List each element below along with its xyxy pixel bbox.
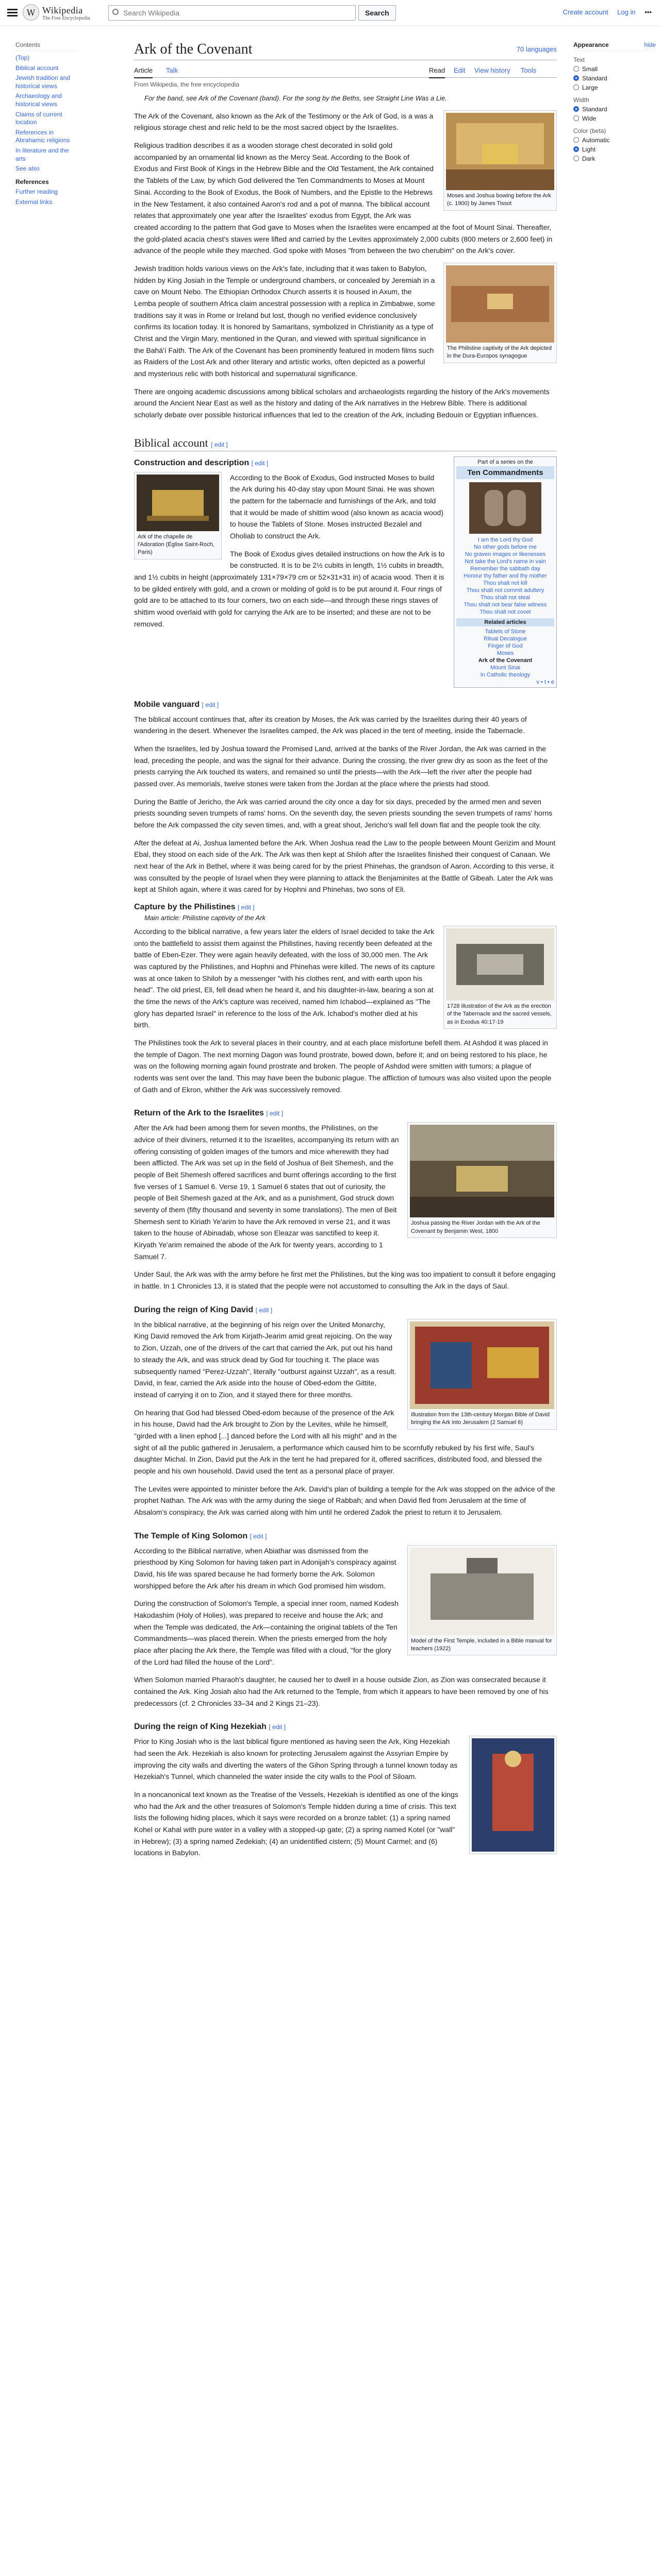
commandment-link[interactable]: I am the Lord thy God [477,536,533,543]
figure-caption: The Philistine captivity of the Ark depicted in the Dura-Europos synagogue [447,345,552,360]
hezekiah-image[interactable] [472,1738,554,1852]
tab-article[interactable]: Article [134,66,153,78]
related-link[interactable]: Finger of God [488,642,523,649]
paragraph: When the Israelites, led by Joshua toward the Promised Land, arrived at the banks of the River Jordan, the Ark was carried in the lead, preceding the people, and was the signal for their advance. During the crossing, the river grew dry as soon as the feet of the priests carrying the Ark touched its waters, and remained so until the priests—with the Ark—left the river after the people had passed over. As memorials, twelve stones were taken from the Jordan at the place where the priests had stood. [134,744,548,788]
paragraph: During the construction of Solomon's Temple, a special inner room, named Kodesh Hakodashim (Holy of Holies), was prepared to receive and house the Ark; and when the Temple was dedicated, the Ark—containing the original tablets of the Ten Commandments—was placed therein. When the priests emerged from the holy place after placing the Ark there, the Temple was filled with a cloud, "for the glory of the Lord had filled the house of the Lord". [134,1599,399,1666]
heading-text: Return of the Ark to the Israelites [134,1109,264,1118]
appearance-title: Appearance [573,41,609,48]
tab-edit[interactable]: Edit [454,66,466,74]
related-header: Related articles [456,618,554,626]
paragraph: Under Saul, the Ark was with the army before he first met the Philistines, but the king was too impatient to consult it before engaging in battle. In 1 Chronicles 13, it is stated that the people were not accustomed to consulting the Ark in the days of Saul. [134,1270,556,1291]
figure-caption: 1728 illustration of the Ark as the erection of the Tabernacle and the sacred vessels, as in Exodus 40:17-19 [447,1003,552,1025]
tab-read[interactable]: Read [429,66,445,78]
tab-talk[interactable]: Talk [166,66,178,74]
intro-paragraph: Jewish tradition holds various views on the Ark's fate, including that it was taken to Babylon, hidden by King Josiah in the Temple or underground chambers, or concealed by Jeremiah in a cave on Mount Nebo. The Ethiopian Orthodox Church asserts it is housed in Axum, the Lemba people of southern Africa claim ancestral possession with a replica in Zimbabwe, some traditions say it was in Rome or Ireland but lost, though no verified evidence conclusively confirms its location today. It is honored by Samaritans, symbolized in Christianity as a type of Christ and the Virgin Mary, mentioned in the Quran, and viewed with spiritual significance in the Bahá'í Faith. The Ark of the Covenant has been prominently featured in modern films such as Raiders of the Lost Ark and other literary and artistic works, often depicted as a powerful and mysterious relic with both historical and supernatural significance. [134,264,435,378]
text-size-standard[interactable] [573,75,656,82]
benjamin-west-image[interactable] [410,1125,554,1217]
figure-hezekiah [469,1736,557,1854]
paragraph: In a noncanonical text known as the Treatise of the Vessels, Hezekiah is identified as one of the kings who had the Ark and the other treasures of Solomon's Temple hidden during a time of crisis. This text lists the following hiding places, which it says were recorded on a bronze tablet: (1) a spring named Kohel or Kahal with pure water in a valley with a stopped-up gate; (2) a spring named Kotel (or "wall" in Hebrew); (3) a spring named Zedekiah; (4) an unidentified cistern; (5) Mount Carmel; and (6) locations in Babylon. [134,1790,458,1857]
figure-dura-europos [443,263,557,363]
dura-europos-image[interactable] [446,265,554,343]
series-caption: Part of a series on the [477,459,533,465]
text-size-label: Text [573,56,585,63]
page-title [134,41,557,60]
radio-label: Wide [582,115,597,122]
edit-link[interactable]: [ edit ] [250,1532,267,1540]
article-content [134,31,557,1865]
commandment-link[interactable]: Thou shalt not commit adultery [466,587,544,594]
wordmark[interactable]: Wikipedia [42,5,83,15]
paragraph: According to the Book of Exodus, God instructed Moses to build the Ark during his 40-day stay upon Mount Sinai. He was shown the pattern for the tabernacle and furnishings of the Ark, and told that it would be made of shittim wood (also known as acacia wood) to house the Tablets of Stone. Moses instructed Bezalel and Oholiab to construct the Ark. [230,473,443,540]
figure-caption: Illustration from the 13th-century Morgan Bible of David bringing the Ark into Jerusalem (2 Samuel 6) [411,1411,550,1426]
paragraph: The biblical account continues that, after its creation by Moses, the Ark was carried by the Israelites during their 40 years of wandering in the desert. Whenever the Israelites camped, the Ark was placed in the tent of meeting, inside the Tabernacle. [134,715,527,735]
color-dark[interactable] [573,155,656,162]
edit-link[interactable]: [ edit ] [211,440,228,448]
commandment-link[interactable]: Honour thy father and thy mother [464,572,547,579]
main-menu-icon[interactable] [7,7,18,18]
figure-1728-illustration [443,926,557,1029]
site-header [0,0,662,26]
text-size-large[interactable] [573,84,656,91]
subsection-heading [134,903,557,912]
paragraph: The Levites were appointed to minister before the Ark. David's plan of building a temple for the Ark was stopped on the advice of the prophet Nathan. The Ark was with the army during the siege of Rabbah; and when David fled from Jerusalem at the time of Absalom's conspiracy, the Ark was carried along with him until he ordered Zadok the priest to return it to Jerusalem. [134,1484,555,1516]
radio-icon[interactable] [573,137,579,143]
tagline: The Free Encyclopedia [42,15,90,21]
related-link[interactable]: In Catholic theology [480,671,531,678]
subsection-heading [134,1109,557,1118]
toc-item[interactable]: In literature and the arts [15,146,69,162]
edit-link[interactable]: [ edit ] [237,904,255,911]
figure-first-temple [407,1545,557,1656]
heading-text: Construction and description [134,458,250,467]
edit-link[interactable]: [ edit ] [255,1306,273,1314]
table-of-contents [15,41,77,209]
wikipedia-logo[interactable]: W [23,4,39,21]
heading-text: Biblical account [134,436,208,449]
toc-item[interactable]: Further reading [15,188,58,196]
heading-text: Mobile vanguard [134,700,200,709]
toc-item[interactable]: References in Abrahamic religions [15,128,70,144]
navbox-vte[interactable]: v • t • e [536,679,554,685]
edit-link[interactable]: [ edit ] [269,1723,286,1731]
paragraph: During the Battle of Jericho, the Ark was carried around the city once a day for six days, preceded by the armed men and seven priests sounding seven trumpets of rams' horns. On the seventh day, the seven priests sounding the seven trumpets of rams' horns before the Ark compassed the city seven times, and, with a great shout, Jericho's wall fell down flat and the people took the city. [134,797,553,829]
edit-link[interactable]: [ edit ] [251,459,269,467]
color-label: Color (beta) [573,127,606,134]
figure-benjamin-west [407,1122,557,1238]
search-input[interactable]: Search Wikipedia [108,5,356,21]
figure-caption: Joshua passing the River Jordan with the Ark of the Covenant by Benjamin West, 1800 [411,1220,540,1234]
radio-icon[interactable] [573,156,579,161]
related-link[interactable]: Mount Sinai [490,664,521,671]
paragraph: When Solomon married Pharaoh's daughter, he caused her to dwell in a house outside Zion, as Zion was consecrated because it contained the Ark. King Josiah also had the Ark returned to the Temple, from which it appears to have been removed by one of his predecessors (cf. 2 Chronicles 33–34 and 2 Kings 21–23). [134,1675,549,1707]
title-text: Ark of the Covenant [134,41,253,57]
radio-icon[interactable] [573,84,579,90]
toc-item[interactable]: Biblical account [15,64,59,72]
related-link[interactable]: Tablets of Stone [485,628,526,635]
commandment-link[interactable]: Remember the sabbath day [470,565,540,572]
paragraph: According to the Biblical narrative, when Abiathar was dismissed from the priesthood by King Solomon for having taken part in Adonijah's conspiracy against David, his life was spared because he had formerly borne the Ark. Solomon worshipped before the Ark after his dream in which God promised him wisdom. [134,1546,396,1590]
from-wikipedia: From Wikipedia, the free encyclopedia [134,81,240,88]
log-in-link[interactable]: Log in [617,8,636,16]
intro-paragraph: Religious tradition describes it as a wooden storage chest decorated in solid gold accompanied by an ornamental lid known as the Mercy Seat. According to the Book of Exodus and First Book of Kings in the Hebrew Bible and the Old Testament, the Ark contained the Tablets of the Law, by which God delivered the Ten Commandments to Moses at Mount Sinai. According to the Book of Exodus, the Book of Numbers, and the Epistle to the Hebrews in the New Testament, it also contained Aaron's rod and a pot of manna. The biblical account relates that approximately one year after the Israelites' exodus from Egypt, the Ark was created according to the pattern that God gave to Moses when the Israelites were encamped at the foot of Mount Sinai. Thereafter, the gold-plated acacia chest's staves were lifted and carried by the Levites approximately 2,000 cubits (800 meters or 2,600 feet) in advance of the people while they marched. God spoke with Moses "from between the two cherubim" on the Ark's cover. [134,141,553,255]
toc-item[interactable]: See also [15,165,40,173]
create-account-link[interactable]: Create account [562,8,608,16]
illustration-1728-image[interactable] [446,928,554,1001]
commandment-link[interactable]: Thou shalt not kill [483,580,527,586]
subsection-heading [134,1532,557,1541]
tab-view-history[interactable]: View history [474,66,510,74]
subsection-heading [134,700,557,709]
paragraph: After the defeat at Ai, Joshua lamented before the Ark. When Joshua read the Law to the people between Mount Gerizim and Mount Ebal, they stood on each side of the Ark. The Ark was then kept at Shiloh after the Israelites finished their conquest of Canaan. We next hear of the Ark in Bethel, where it was being cared for by the priest Phinehas, the grandson of Aaron. According to this verse, it was consulted by the people of Israel when they were planning to attack the Benjaminites at the Battle of Gibeah. Later the Ark was kept at Shiloh again, where it was cared for by Hophni and Phinehas, two sons of Eli. [134,838,556,894]
commandment-link[interactable]: No graven images or likenesses [465,551,546,557]
commandment-link[interactable]: No other gods before me [474,544,537,550]
heading-text: During the reign of King Hezekiah [134,1722,267,1732]
figure-chapelle [134,472,222,560]
commandment-link[interactable]: Thou shalt not steal [480,594,530,601]
paragraph: After the Ark had been among them for seven months, the Philistines, on the advice of their diviners, returned it to the Israelites, accompanying its return with an offering consisting of golden images of the tumors and mice wherewith they had been afflicted. The Ark was set up in the field of Joshua of Beit Shemesh, and the people of Beit Shemesh offered sacrifices and burnt offerings according to the first five verses of 1 Samuel 6. Verse 19, 1 Samuel 6 states that out of curiosity, the people of Beit Shemesh gazed at the Ark, and as a punishment, God struck down seventy of them (fifty thousand and seventy in some translations). The men of Beit Shemesh sent to Kiriath Ye'arim to have the Ark removed in verse 21, and it was taken to the house of Abinadab, whose son Eleazar was sanctified to keep it. Kiryath Ye'arim remained the abode of the Ark for twenty years, according to 1 Samuel 7. [134,1124,399,1261]
radio-label: Automatic [582,137,610,144]
ten-commandments-sidebox [454,456,557,688]
width-standard[interactable] [573,106,656,113]
chapelle-image[interactable] [137,474,219,531]
paragraph: On hearing that God had blessed Obed-edom because of the presence of the Ark in his house, David had the Ark brought to Zion by the Levites, while he himself, "girded with a linen ephod [...] danced before the Lord with all his might" and in the sight of all the public gathered in Jerusalem, a performance which caused him to be scornfully rebuked by his first wife, Saul's daughter Michal. In Zion, David put the Ark in the tent he had prepared for it, offered sacrifices, distributed food, and blessed the people and his own household. David used the tent as a personal place of prayer. [134,1408,542,1475]
morgan-bible-image[interactable] [410,1321,554,1409]
commandment-link[interactable]: Thou shalt not bear false witness [464,601,547,608]
tablets-image[interactable] [469,482,541,534]
radio-icon[interactable] [573,115,579,121]
intro-paragraph: There are ongoing academic discussions among biblical scholars and archaeologists regarding the history of the Ark's movements around the Ancient Near East as well as the history and dating of the Ark narratives in the Hebrew Bible. There is additional scholarly debate over possible historical influences that led to the creation of the Ark, including Bedouin or Egyptian influences. [134,387,550,419]
toc-item-top[interactable]: (Top) [15,54,30,61]
radio-label: Light [582,146,596,153]
main-article-note: Main article: Philistine captivity of the Ark [144,914,266,922]
first-temple-image[interactable] [410,1548,554,1635]
appearance-panel [573,41,656,164]
figure-moses-joshua [443,110,557,211]
toc-item-current[interactable]: References [15,178,49,185]
radio-label: Small [582,65,598,73]
radio-selected-icon[interactable] [573,146,579,152]
tab-tools[interactable]: Tools [521,66,537,74]
hide-button[interactable]: hide [644,41,656,48]
toc-item[interactable]: Jewish tradition and historical views [15,74,71,90]
subsection-heading [134,1306,557,1315]
moses-joshua-image[interactable] [446,113,554,190]
heading-text: The Temple of King Solomon [134,1531,248,1540]
color-automatic[interactable] [573,137,656,144]
paragraph: Prior to King Josiah who is the last biblical figure mentioned as having seen the Ark, King Hezekiah had seen the Ark. Hezekiah is also known for protecting Jerusalem against the Assyrian Empire by improving the city walls and diverting the waters of the Gihon Spring through a tunnel known today as Hezekiah's Tunnel, which channeled the water inside the city walls to the Pool of Siloam. [134,1737,458,1781]
color-light[interactable] [573,146,656,153]
paragraph: The Philistines took the Ark to several places in their country, and at each place misfortune befell them. At Ashdod it was placed in the temple of Dagon. The next morning Dagon was found prostrate, bowed down, before it; and on being restored to his place, he was on the following morning again found prostrate and broken. The people of Ashdod were smitten with tumors; a plague of rodents was sent over the land. This may have been the bubonic plague. The affliction of tumours was also visited upon the people of Gath and of Ekron, whither the Ark was successively removed. [134,1039,552,1094]
width-wide[interactable] [573,115,656,122]
toc-item[interactable]: External links [15,198,53,206]
page-tabs [134,62,557,78]
related-current: Ark of the Covenant [478,657,533,664]
text-size-small[interactable] [573,65,656,73]
intro-paragraph: The Ark of the Covenant, also known as the Ark of the Testimony or the Ark of God, is a was a religious storage chest and relic held to be the most sacred object by the Israelites. [134,111,434,132]
edit-link[interactable]: [ edit ] [202,701,219,708]
figure-morgan-bible [407,1319,557,1430]
radio-label: Standard [582,106,607,113]
radio-icon[interactable] [573,66,579,72]
section-heading [134,436,557,451]
radio-selected-icon[interactable] [573,106,579,112]
radio-selected-icon[interactable] [573,75,579,81]
user-links [556,8,652,16]
language-button[interactable]: 70 languages [516,45,557,53]
radio-label: Standard [582,75,607,82]
radio-label: Large [582,84,598,91]
edit-link[interactable]: [ edit ] [266,1110,284,1117]
ellipsis-icon[interactable]: ••• [644,8,652,16]
toc-item[interactable]: Archaeology and historical views [15,92,62,108]
figure-caption: Model of the First Temple, included in a Bible manual for teachers (1922) [411,1637,552,1652]
hatnote: For the band, see Ark of the Covenant (band). For the song by the Beths, see Straight Line Was a Lie. [144,94,447,102]
commandment-link[interactable]: Thou shalt not covet [479,608,531,615]
related-link[interactable]: Ritual Decalogue [484,635,527,642]
related-link[interactable]: Moses [496,650,514,656]
figure-caption: Ark of the chapelle de l'Adoration (Église Saint-Roch, Paris) [138,533,214,556]
figure-caption: Moses and Joshua bowing before the Ark (c. 1900) by James Tissot [447,192,551,207]
series-title[interactable]: Ten Commandments [456,466,554,479]
appearance-header [573,41,656,51]
subsection-heading [134,1722,557,1732]
paragraph: The Book of Exodus gives detailed instructions on how the Ark is to be constructed. It is to be 2½ cubits in length, 1½ cubits in breadth, and 1½ cubits in height (approximately 131×79×79 cm or 52×31×31 in) of acacia wood. Then it is to be gilded entirely with gold, and a crown or molding of gold is to be put around it. Four rings of gold are to be attached to its four corners, two on each side—and through these rings staves of shittim wood overlaid with gold for carrying the Ark are to be inserted; and these are not to be removed. [134,549,445,628]
paragraph: In the biblical narrative, at the beginning of his reign over the United Monarchy, King David removed the Ark from Kirjath-Jearim amid great rejoicing. On the way to Zion, Uzzah, one of the drivers of the cart that carried the Ark, put out his hand to steady the Ark, and was struck dead by God for touching it. The place was subsequently named "Perez-Uzzah", literally "outburst against Uzzah", as a result. David, in fear, carried the Ark aside into the house of Obed-edom the Gittite, instead of carrying it on to Zion, and it stayed there for three months. [134,1320,396,1399]
paragraph: According to the biblical narrative, a few years later the elders of Israel decided to take the Ark onto the battlefield to assist them against the Philistines, having recently been defeated at the battle of Eben-Ezer. They were again heavily defeated, with the loss of 30,000 men. The Ark was captured by the Philistines, and Hophni and Phinehas were killed. The news of its capture was at once taken to Shiloh by a messenger "with his clothes rent, and with earth upon his head". The old priest, Eli, fell dead when he heard it, and his daughter-in-law, bearing a son at the time the news of the Ark's capture was received, named him Ichabod—explained as "The glory has departed Israel" in reference to the loss of the Ark. Ichabod's mother died at his birth. [134,927,435,1029]
toc-item[interactable]: Claims of current location [15,110,62,126]
heading-text: During the reign of King David [134,1305,254,1314]
radio-label: Dark [582,155,595,162]
toc-header: Contents [15,41,77,51]
heading-text: Capture by the Philistines [134,903,236,911]
search-button[interactable]: Search [358,5,396,21]
commandment-link[interactable]: Not take the Lord's name in vain [465,558,546,565]
width-label: Width [573,96,589,104]
